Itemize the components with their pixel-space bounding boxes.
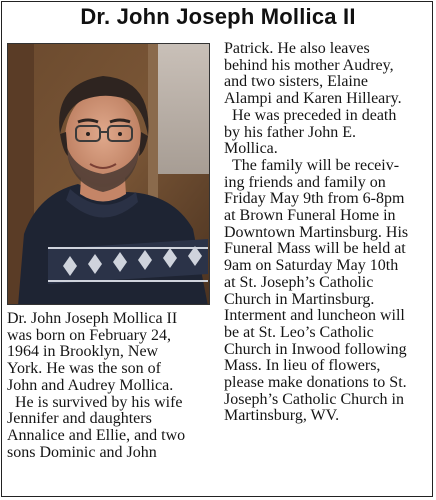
text-line: sons Dominic and John — [7, 443, 157, 461]
portrait-image — [8, 44, 210, 305]
text-line: Friday May 9th from 6-8pm — [224, 190, 405, 208]
text-line: Church in Martinsburg. — [224, 290, 375, 308]
text-line: Downtown Martinsburg. His — [224, 223, 409, 241]
text-line: 9am on Saturday May 10th — [224, 257, 399, 275]
text-line: and two sisters, Elaine — [224, 73, 368, 91]
obituary-text-right-column — [224, 41, 430, 425]
text-line: was born on February 24, — [7, 326, 171, 344]
text-line: 1964 in Brooklyn, New — [7, 343, 159, 361]
text-line: John and Audrey Mollica. — [7, 376, 174, 394]
page-title: Dr. John Joseph Mollica II — [80, 4, 356, 29]
text-line: at St. Joseph’s Catholic — [224, 273, 374, 291]
text-line: Jennifer and daughters — [7, 410, 152, 428]
text-line: Mass. In lieu of flowers, — [224, 357, 381, 375]
text-line: The family will be receiv- — [232, 156, 400, 174]
text-line: behind his mother Audrey, — [224, 56, 394, 74]
text-line: Mollica. — [224, 140, 278, 158]
text-line: He was preceded in death — [232, 106, 397, 124]
text-line: Interment and luncheon will — [224, 307, 405, 325]
text-line: please make donations to St. — [224, 374, 407, 392]
text-line: ing friends and family on — [224, 173, 386, 191]
text-line: He is survived by his wife — [15, 393, 183, 411]
obituary-text-left-column — [7, 311, 219, 461]
text-line: Alampi and Karen Hilleary. — [224, 90, 402, 108]
text-line: Funeral Mass will be held at — [224, 240, 406, 258]
text-line: Martinsburg, WV. — [224, 407, 340, 425]
text-line: Annalice and Ellie, and two — [7, 426, 186, 444]
text-line: York. He was the son of — [7, 360, 161, 378]
text-line: by his father John E. — [224, 123, 356, 141]
text-line: Joseph’s Catholic Church in — [224, 390, 404, 408]
text-line: be at St. Leo’s Catholic — [224, 323, 374, 341]
text-line: Church in Inwood following — [224, 340, 407, 358]
text-line: Dr. John Joseph Mollica II — [7, 310, 178, 327]
text-line: Patrick. He also leaves — [224, 40, 370, 57]
portrait-photo — [7, 43, 210, 305]
text-line: at Brown Funeral Home in — [224, 207, 396, 225]
